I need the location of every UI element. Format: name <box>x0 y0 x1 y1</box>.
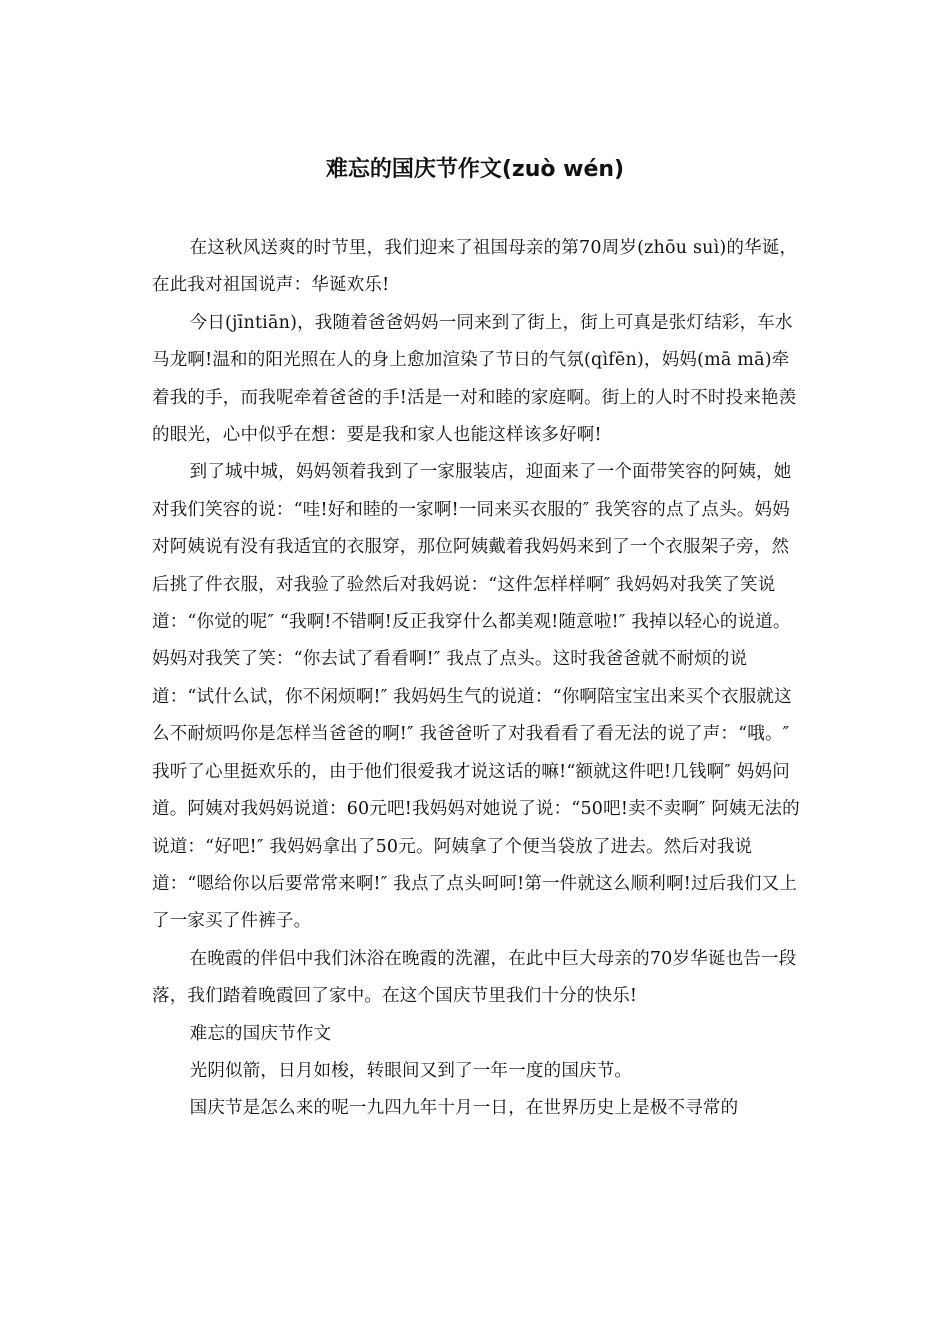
paragraph-6: 国庆节是怎么来的呢一九四九年十月一日，在世界历史上是极不寻常的 <box>189 1098 739 1119</box>
paragraph-3: 到了城中城，妈妈领着我到了一家服装店，迎面来了一个面带笑容的阿姨，她对我们笑容的说：“哇!好和睦的一家啊!一同来买衣服的″ 我笑容的点了点头。妈妈对阿姨说有没有我适宜的衣服穿，那位阿姨戴着我妈妈来到了一个衣服架子旁，然后挑了件衣服，对我验了验然后对我妈说：“这件怎样样啊″ 我妈妈对我笑了笑说道：“你觉的呢″ “我啊!不错啊!反正我穿什么都美观!随意啦!″ 我掉以轻心的说道。妈妈对我笑了笑：“你去试了看看啊!″ 我点了点头。这时我爸爸就不耐烦的说道：“试什么试，你不闲烦啊!″ 我妈妈生气的说道：“你啊陪宝宝出来买个衣服就这么不耐烦吗你是怎样当爸爸的啊!″ 我爸爸听了对我看看了看无法的说了声：“哦。″ 我听了心里挺欢乐的，由于他们很爱我才说这话的嘛!“额就这件吧!几钱啊″ 妈妈问道。阿姨对我妈妈说道：60元吧!我妈妈对她说了说：“50吧!卖不卖啊″ 阿姨无法的说道：“好吧!″ 我妈妈拿出了50元。阿姨拿了个便当袋放了进去。然后对我说道：“嗯给你以后要常常来啊!″ 我点了点头呵呵!第一件就这么顺利啊!过后我们又上了一家买了件裤子。 <box>152 462 800 932</box>
document-title: 难忘的国庆节作文(zuò wén) <box>325 157 625 182</box>
section-heading: 难忘的国庆节作文 <box>189 1023 332 1044</box>
paragraph-1: 在这秋风送爽的时节里，我们迎来了祖国母亲的第70周岁(zhōu suì)的华诞，在此我对祖国说声：华诞欢乐! <box>152 238 798 296</box>
paragraph-2: 今日(jīntiān)，我随着爸爸妈妈一同来到了街上，街上可真是张灯结彩，车水马龙啊!温和的阳光照在人的身上愈加渲染了节日的气氛(qìfēn)，妈妈(mā mā)牵着我的手，而我呢牵着爸爸的手!活是一对和睦的家庭啊。街上的人时不时投来艳羡的眼光，心中似乎在想：要是我和家人也能这样该多好啊! <box>152 312 797 446</box>
paragraph-4: 在晚霞的伴侣中我们沐浴在晚霞的洗濯，在此中巨大母亲的70岁华诞也告一段落，我们踏着晚霞回了家中。在这个国庆节里我们十分的快乐! <box>152 948 797 1007</box>
paragraph-5: 光阴似箭，日月如梭，转眼间又到了一年一度的国庆节。 <box>189 1060 633 1081</box>
document-body <box>152 230 802 1128</box>
